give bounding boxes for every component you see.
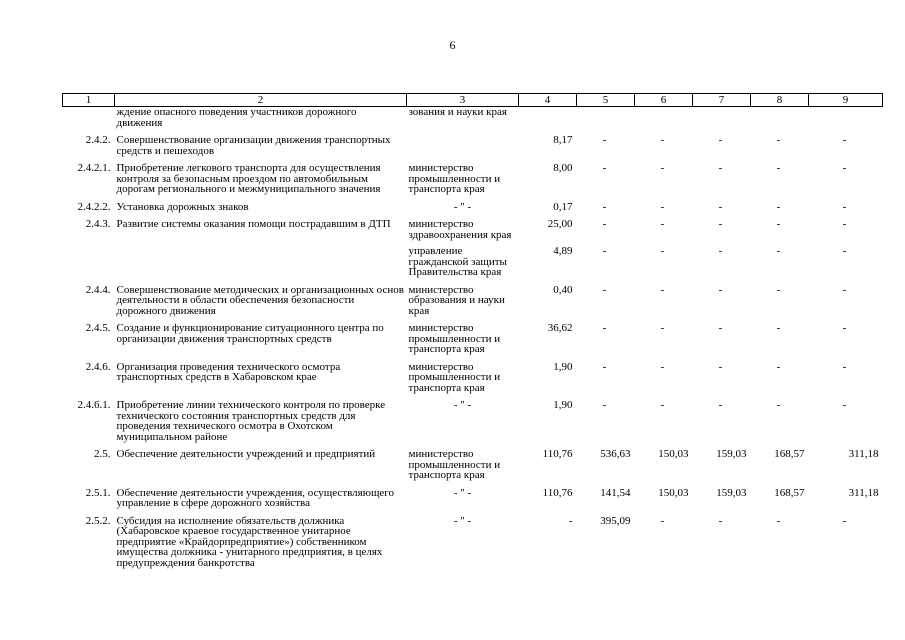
amount-cell: 0,40 xyxy=(553,283,573,296)
amount-cell: - xyxy=(660,399,665,411)
amount-cell: - xyxy=(776,162,781,174)
item-number: 2.4.6.1. xyxy=(77,399,111,411)
item-description: Совершенствование организации движения транспортных средств и пешеходов xyxy=(116,134,391,157)
item-executor: министерство промышленности и транспорта края xyxy=(408,162,501,195)
amount-cell: - xyxy=(602,283,607,296)
amount-cell: - xyxy=(718,200,723,213)
item-number xyxy=(63,107,115,129)
column-header: 9 xyxy=(809,94,883,107)
column-header: 3 xyxy=(407,94,519,107)
column-header: 6 xyxy=(635,94,693,107)
table-row xyxy=(63,212,883,240)
amount-cell: - xyxy=(842,134,847,146)
item-description: Обеспечение деятельности учреждения, осуществляющего управление в сфере дорожного хозяйства xyxy=(116,486,395,509)
item-description: Совершенствование методических и организационных основ деятельности в области обеспечения безопасности дорожного движения xyxy=(116,283,404,317)
item-number: 2.5. xyxy=(94,448,111,460)
amount-cell xyxy=(577,107,635,129)
item-description: Приобретение легкового транспорта для осуществления контроля за безопасным проездом по автомобильным дорогам регионального и межмуниципального значения xyxy=(116,162,381,195)
amount-cell: - xyxy=(660,134,665,146)
item-description: ждение опасного поведения участников дорожного движения xyxy=(116,106,357,129)
amount-cell: - xyxy=(602,245,607,257)
item-executor: - " - xyxy=(453,399,472,411)
amount-cell: - xyxy=(776,283,781,296)
item-number: 2.4.6. xyxy=(85,360,111,373)
amount-cell: 1,90 xyxy=(553,399,573,411)
item-executor: - " - xyxy=(453,514,472,527)
item-description xyxy=(115,240,407,278)
amount-cell: - xyxy=(660,218,665,230)
table-row xyxy=(63,509,883,569)
amount-cell: - xyxy=(660,514,665,527)
amount-cell: 25,00 xyxy=(547,218,573,230)
amount-cell: - xyxy=(842,245,847,257)
amount-cell: 150,03 xyxy=(658,448,689,460)
amount-cell: - xyxy=(842,162,847,174)
table-row xyxy=(63,481,883,509)
amount-cell xyxy=(693,107,751,129)
table-row xyxy=(63,195,883,213)
item-executor xyxy=(407,128,519,156)
column-header: 8 xyxy=(751,94,809,107)
amount-cell: - xyxy=(718,399,723,411)
amount-cell: 311,18 xyxy=(848,448,879,460)
amount-cell: - xyxy=(776,322,781,334)
column-header: 2 xyxy=(115,94,407,107)
item-executor: управление гражданской защиты Правительства края xyxy=(408,245,507,278)
table-row xyxy=(63,107,883,129)
item-executor: министерство промышленности и транспорта края xyxy=(408,448,501,481)
header-row xyxy=(63,94,883,107)
amount-cell: 150,03 xyxy=(658,486,689,499)
item-number: 2.4.4. xyxy=(85,283,111,296)
column-header: 4 xyxy=(519,94,577,107)
amount-cell: 141,54 xyxy=(600,486,631,499)
amount-cell: - xyxy=(776,399,781,411)
amount-cell: 110,76 xyxy=(542,486,573,499)
table-row xyxy=(63,240,883,278)
amount-cell: - xyxy=(718,218,723,230)
amount-cell: 311,18 xyxy=(848,486,879,499)
amount-cell: 159,03 xyxy=(716,448,747,460)
amount-cell: - xyxy=(602,162,607,174)
amount-cell: - xyxy=(842,514,847,527)
item-description: Субсидия на исполнение обязательств должника (Хабаровское краевое государственное унитарное предприятие «Крайдорпредприятие») собственником имущества должника - унитарного предприятия, в целях предупреждения банкротства xyxy=(116,514,383,569)
amount-cell: - xyxy=(660,360,665,373)
amount-cell: 168,57 xyxy=(774,486,805,499)
amount-cell: 159,03 xyxy=(716,486,747,499)
amount-cell: - xyxy=(718,514,723,527)
amount-cell: - xyxy=(718,283,723,296)
item-number: 2.4.3. xyxy=(85,218,111,230)
item-executor: министерство промышленности и транспорта края xyxy=(408,360,501,394)
amount-cell: - xyxy=(718,322,723,334)
amount-cell: - xyxy=(776,245,781,257)
table-row xyxy=(63,156,883,195)
amount-cell: 8,00 xyxy=(553,162,573,174)
amount-cell: 168,57 xyxy=(774,448,805,460)
amount-cell: - xyxy=(660,245,665,257)
amount-cell: 395,09 xyxy=(600,514,631,527)
item-executor: - " - xyxy=(453,200,472,213)
amount-cell: - xyxy=(718,360,723,373)
amount-cell: - xyxy=(842,360,847,373)
amount-cell: - xyxy=(602,200,607,213)
amount-cell: - xyxy=(660,322,665,334)
amount-cell: 36,62 xyxy=(547,322,573,334)
column-header: 1 xyxy=(63,94,115,107)
amount-cell: - xyxy=(602,399,607,411)
item-number: 2.4.2.2. xyxy=(77,200,111,213)
amount-cell xyxy=(635,107,693,129)
item-executor: - " - xyxy=(453,486,472,499)
table-row xyxy=(63,128,883,156)
table-row xyxy=(63,278,883,317)
amount-cell: - xyxy=(718,134,723,146)
amount-cell: 536,63 xyxy=(600,448,631,460)
item-number: 2.4.5. xyxy=(85,322,111,334)
amount-cell: - xyxy=(660,200,665,213)
budget-table xyxy=(62,93,883,568)
item-executor: министерство здравоохранения края xyxy=(408,218,512,241)
amount-cell: 8,17 xyxy=(553,134,573,146)
amount-cell: - xyxy=(602,218,607,230)
item-number: 2.4.2. xyxy=(85,134,111,146)
table-row xyxy=(63,442,883,481)
item-description: Организация проведения технического осмотра транспортных средств в Хабаровском крае xyxy=(116,360,341,383)
table-row xyxy=(63,355,883,394)
amount-cell: - xyxy=(842,218,847,230)
amount-cell: - xyxy=(718,245,723,257)
item-description: Обеспечение деятельности учреждений и предприятий xyxy=(116,448,376,460)
table-row xyxy=(63,316,883,355)
amount-cell xyxy=(751,107,809,129)
item-executor: министерство образования и науки края xyxy=(408,283,505,317)
item-number: 2.5.2. xyxy=(85,514,111,527)
column-header: 5 xyxy=(577,94,635,107)
amount-cell: 110,76 xyxy=(542,448,573,460)
amount-cell: - xyxy=(842,322,847,334)
amount-cell: - xyxy=(776,218,781,230)
item-description: Установка дорожных знаков xyxy=(116,200,249,213)
amount-cell: 0,17 xyxy=(553,200,573,213)
item-executor: зования и науки края xyxy=(408,106,507,118)
amount-cell: - xyxy=(776,200,781,213)
amount-cell xyxy=(519,107,577,129)
amount-cell: - xyxy=(776,360,781,373)
amount-cell: - xyxy=(776,134,781,146)
table-row xyxy=(63,393,883,442)
amount-cell: - xyxy=(842,283,847,296)
amount-cell: - xyxy=(602,360,607,373)
amount-cell: - xyxy=(842,399,847,411)
amount-cell: 4,89 xyxy=(553,245,573,257)
item-number: 2.4.2.1. xyxy=(77,162,111,174)
amount-cell: - xyxy=(568,514,573,527)
item-description: Создание и функционирование ситуационного центра по организации движения транспортных средств xyxy=(116,322,384,345)
amount-cell: - xyxy=(602,322,607,334)
item-number xyxy=(63,240,115,278)
amount-cell: - xyxy=(776,514,781,527)
item-description: Развитие системы оказания помощи пострадавшим в ДТП xyxy=(116,218,391,230)
amount-cell: - xyxy=(660,283,665,296)
amount-cell xyxy=(809,107,883,129)
item-description: Приобретение линии технического контроля по проверке технического состояния транспортных средств для проведения технического осмотра в Охотском муниципальном районе xyxy=(116,399,386,443)
amount-cell: - xyxy=(602,134,607,146)
amount-cell: - xyxy=(660,162,665,174)
amount-cell: - xyxy=(842,200,847,213)
page-number: 6 xyxy=(449,38,456,52)
column-header: 7 xyxy=(693,94,751,107)
item-number: 2.5.1. xyxy=(85,486,111,499)
item-executor: министерство промышленности и транспорта края xyxy=(408,322,501,355)
amount-cell: - xyxy=(718,162,723,174)
amount-cell: 1,90 xyxy=(553,360,573,373)
